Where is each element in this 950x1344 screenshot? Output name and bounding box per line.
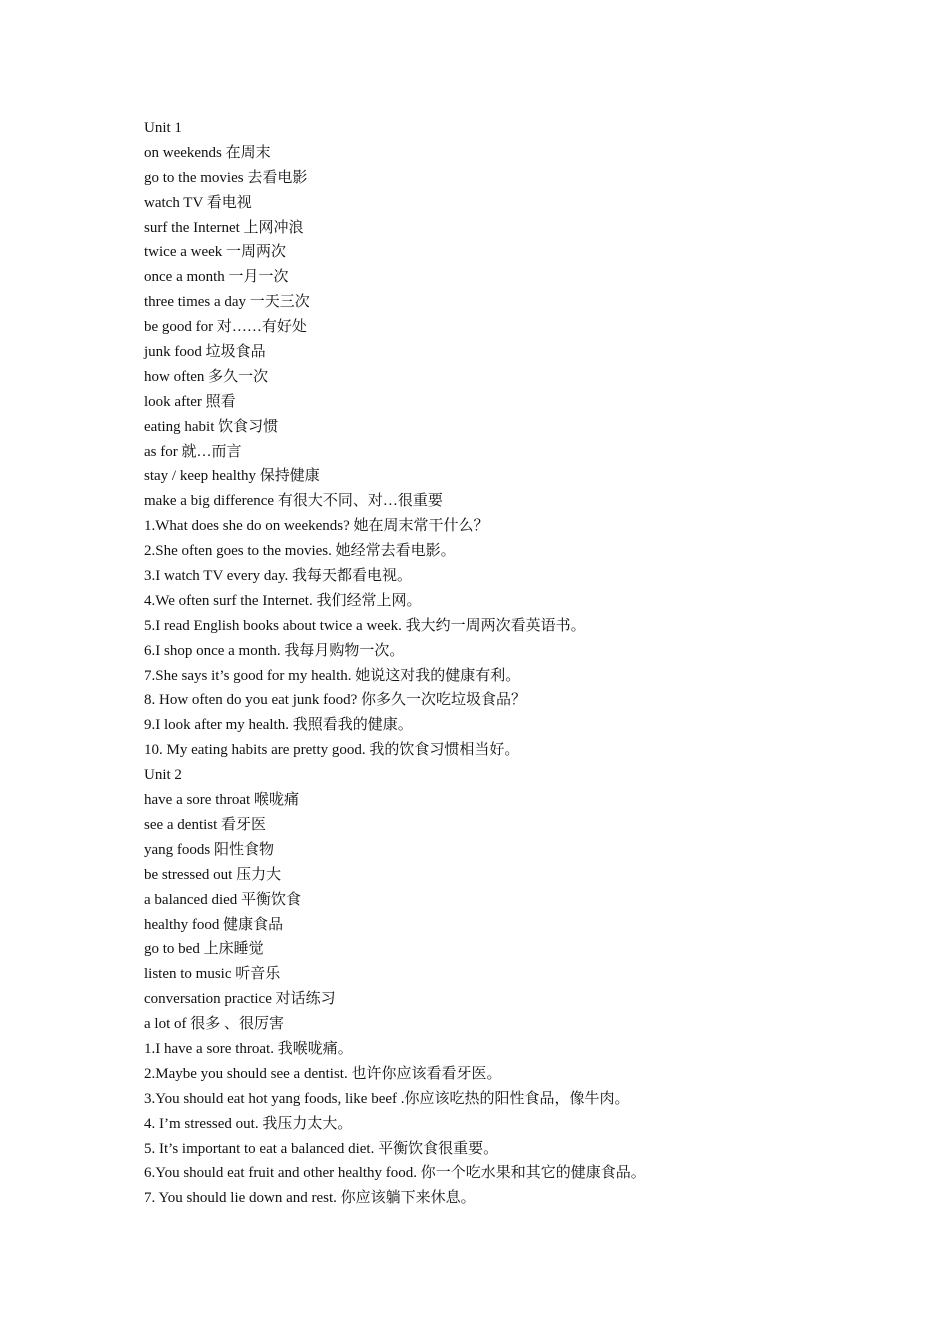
- vocab-item: make a big difference 有很大不同、对…很重要: [144, 493, 443, 510]
- vocabulary-list: [144, 116, 884, 1211]
- sentence-item: 5. It’s important to eat a balanced diet. 平衡饮食很重要。: [144, 1140, 499, 1157]
- vocab-item: yang foods 阳性食物: [144, 841, 274, 858]
- vocab-item: go to the movies 去看电影: [144, 169, 308, 186]
- sentence-item: 10. My eating habits are pretty good. 我的饮食习惯相当好。: [144, 742, 520, 759]
- sentence-item: 3.I watch TV every day. 我每天都看电视。: [144, 568, 413, 585]
- vocab-item: surf the Internet 上网冲浪: [144, 219, 304, 236]
- unit-heading: Unit 1: [144, 120, 182, 136]
- vocab-item: see a dentist 看牙医: [144, 816, 267, 833]
- sentence-item: 6.You should eat fruit and other healthy food. 你一个吃水果和其它的健康食品。: [144, 1165, 646, 1182]
- vocab-item: a lot of 很多 、很厉害: [144, 1016, 284, 1033]
- unit-heading: Unit 2: [144, 767, 182, 784]
- sentence-item: 1.What does she do on weekends? 她在周末常干什么？: [144, 518, 489, 535]
- sentence-item: 6.I shop once a month. 我每月购物一次。: [144, 642, 405, 659]
- vocab-item: twice a week 一周两次: [144, 244, 287, 261]
- vocab-item: once a month 一月一次: [144, 269, 289, 286]
- vocab-item: watch TV 看电视: [144, 194, 252, 211]
- vocab-item: stay / keep healthy 保持健康: [144, 468, 320, 485]
- vocab-item: be good for 对……有好处: [144, 319, 307, 336]
- sentence-item: 8. How often do you eat junk food? 你多久一次吃垃圾食品？: [144, 692, 527, 709]
- sentence-item: 7.She says it’s good for my health. 她说这对我的健康有利。: [144, 667, 521, 684]
- vocab-item: junk food 垃圾食品: [144, 344, 266, 361]
- sentence-item: 3.You should eat hot yang foods, like beef .你应该吃热的阳性食品，像牛肉。: [144, 1090, 630, 1107]
- vocab-item: a balanced died 平衡饮食: [144, 891, 302, 908]
- vocab-item: healthy food 健康食品: [144, 916, 284, 933]
- vocab-item: have a sore throat 喉咙痛: [144, 792, 299, 809]
- sentence-item: 4. I’m stressed out. 我压力太大。: [144, 1115, 353, 1132]
- vocab-item: be stressed out 压力大: [144, 866, 282, 883]
- sentence-item: 2.She often goes to the movies. 她经常去看电影。: [144, 543, 456, 560]
- sentence-item: 7. You should lie down and rest. 你应该躺下来休息。: [144, 1190, 476, 1207]
- vocab-item: look after 照看: [144, 393, 236, 410]
- vocab-item: how often 多久一次: [144, 368, 269, 385]
- vocab-item: on weekends 在周末: [144, 144, 271, 161]
- vocab-item: go to bed 上床睡觉: [144, 941, 264, 958]
- vocab-item: eating habit 饮食习惯: [144, 418, 279, 435]
- sentence-item: 1.I have a sore throat. 我喉咙痛。: [144, 1040, 353, 1057]
- vocab-item: as for 就…而言: [144, 443, 242, 460]
- vocab-item: three times a day 一天三次: [144, 294, 310, 311]
- vocab-item: conversation practice 对话练习: [144, 991, 336, 1008]
- sentence-item: 5.I read English books about twice a week. 我大约一周两次看英语书。: [144, 617, 586, 634]
- vocab-item: listen to music 听音乐: [144, 966, 281, 983]
- sentence-item: 4.We often surf the Internet. 我们经常上网。: [144, 592, 422, 609]
- sentence-item: 2.Maybe you should see a dentist. 也许你应该看看牙医。: [144, 1065, 502, 1082]
- sentence-item: 9.I look after my health. 我照看我的健康。: [144, 717, 413, 734]
